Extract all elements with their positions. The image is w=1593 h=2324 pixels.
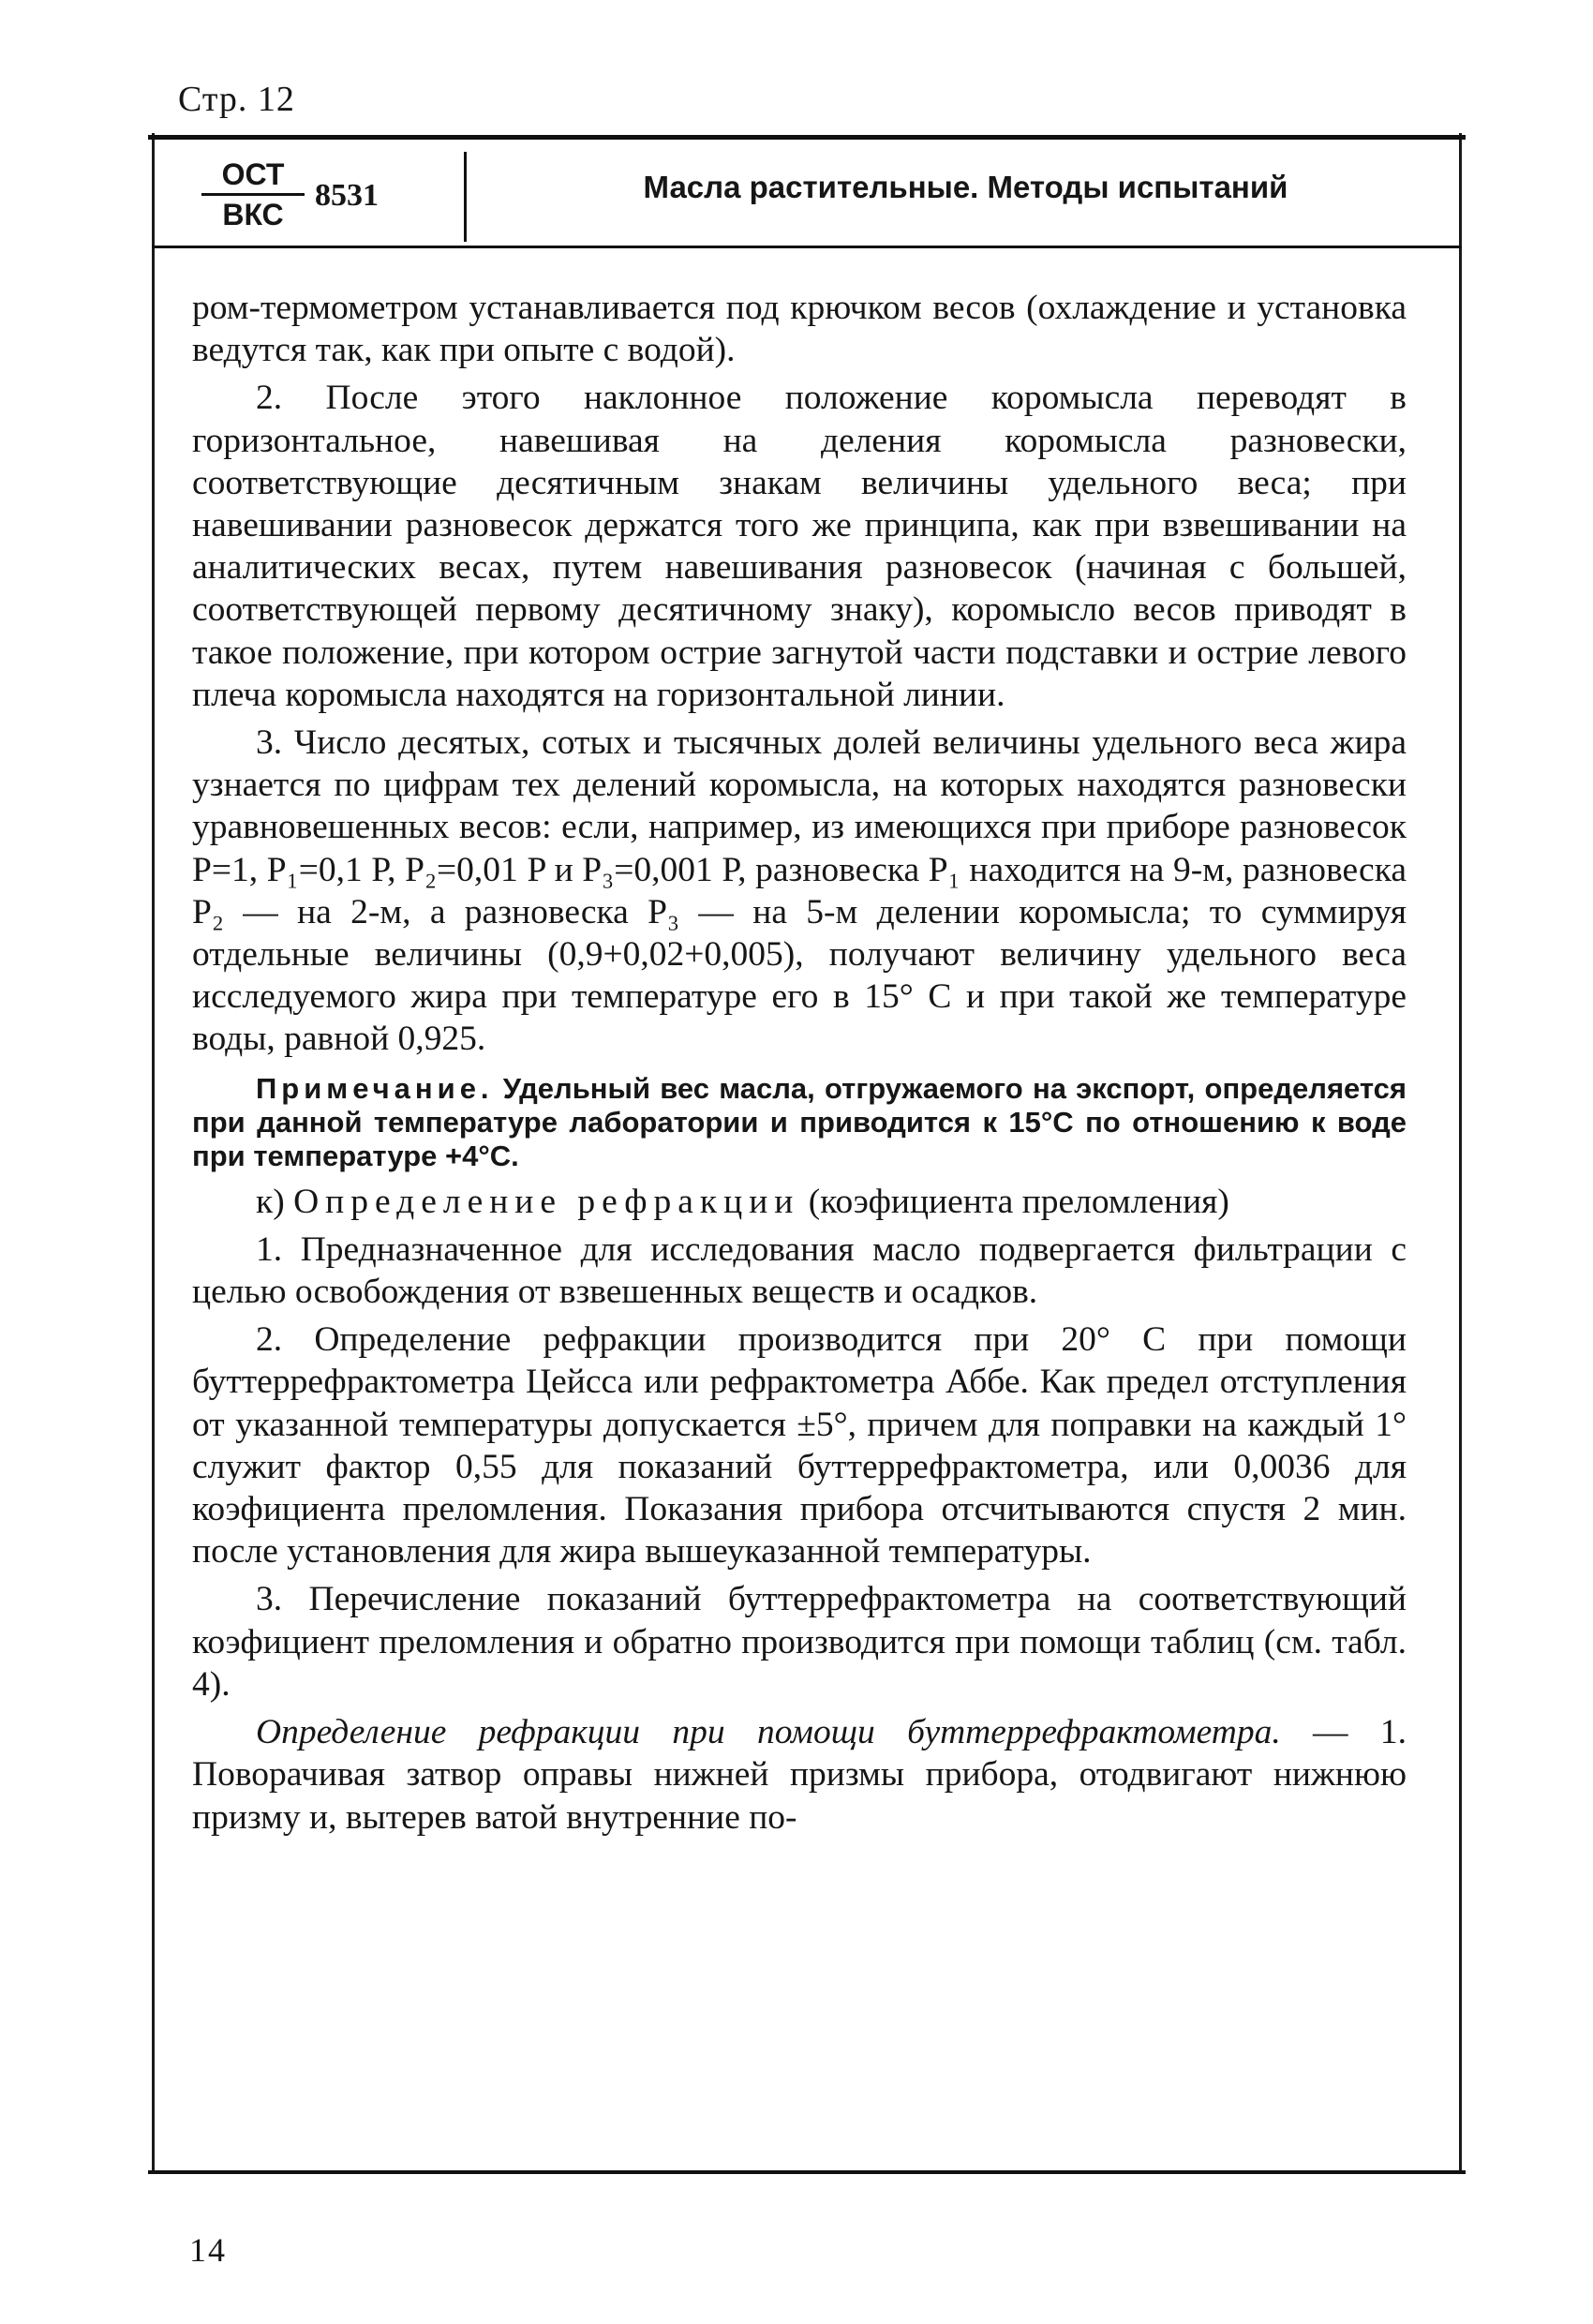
subsection [192, 1711, 1407, 1839]
section-k-item-1: 1. Предназначенное для исследования масло подвергается фильтрации с целью освобождения от взвешенных веществ и осадков. [192, 1229, 1407, 1312]
page-label: Стр. 12 [178, 80, 295, 119]
page-number: 14 [189, 2231, 227, 2269]
section-k-prefix: к) [256, 1182, 285, 1221]
standard-code-top: ОСТ [201, 156, 305, 196]
header-divider [464, 152, 467, 242]
section-k-item-2: 2. Определение рефракции производится при 20° С при помощи буттеррефрактометра Цейсса или рефрактометра Аббе. Как предел отступления от указанной температуры допускается ±5°, причем для поправки на каждый 1° служит фактор 0,55 для показаний буттеррефрактометра, или 0,0036 для коэфициента преломления. Показания прибора отсчитываются спустя 2 мин. после установления для жира вышеуказанной температуры. [192, 1320, 1407, 1572]
header-top-rule [148, 135, 1466, 140]
subsection-text: — 1. Поворачивая затвор оправы нижней призмы прибора, отодвигают нижнюю призму и, вытерев ватой внутренние по- [192, 1713, 1407, 1837]
paragraph-3: 3. Число десятых, сотых и тысячных долей величины удельного веса жира узнается по цифрам тех делений коромысла, на которых находятся разновески уравновешенных весов: если, например, из имеющихся при приборе разновесок P=1, P₁=0,1 P, P₂=0,01 P и P₃=0,001 P, разновеска P₁ находится на 9-м, разновеска P₂ — на 2-м, а разновеска P₃ — на 5-м делении коромысла; то суммируя отдельные величины (0,9+0,02+0,005), получают величину удельного веса исследуемого жира при температуре его в 15° С и при такой же температуре воды, равной 0,925. [192, 723, 1407, 1059]
subsection-title: Определение рефракции при помощи буттеррефрактометра. [256, 1713, 1281, 1752]
footer-rule [148, 2170, 1466, 2174]
paragraph-continued: ром-термометром устанавливается под крючком весов (охлаждение и установка ведутся так, как при опыте с водой). [192, 289, 1407, 370]
note-text: Удельный вес масла, отгружаемого на экспорт, определяется при данной температуре лаборатории и приводится к 15°С по отношению к воде при температуре +4°С. [192, 1071, 1407, 1172]
header-bottom-rule [152, 246, 1462, 248]
note-label: Примечание. [256, 1071, 494, 1105]
header-title: Масла растительные. Методы испытаний [643, 170, 1288, 204]
standard-number: 8531 [315, 178, 379, 213]
page-body [192, 287, 1407, 1839]
note [192, 1072, 1407, 1173]
section-k-subtitle: (коэфициента преломления) [808, 1182, 1229, 1221]
section-k-heading [192, 1181, 1407, 1223]
section-k-item-3: 3. Перечисление показаний буттеррефрактометра на соответствующий коэфициент преломления и обратно производится при помощи таблиц (см. табл. 4). [192, 1580, 1407, 1704]
standard-code-bottom: ВКС [222, 198, 284, 231]
standard-code [201, 156, 305, 233]
paragraph-2: 2. После этого наклонное положение коромысла переводят в горизонтальное, навешивая на деления коромысла разновески, соответствующие десятичным знакам величины удельного веса; при навешивании разновесок держатся того же принципа, как при взвешивании на аналитических весах, путем навешивания разновесок (начиная с большей, соответствующей первому десятичному знаку), коромысло весов приводят в такое положение, при котором острие загнутой части подставки и острие левого плеча коромысла находятся на горизонтальной линии. [192, 379, 1407, 714]
section-k-title: Определение рефракции [293, 1182, 800, 1221]
